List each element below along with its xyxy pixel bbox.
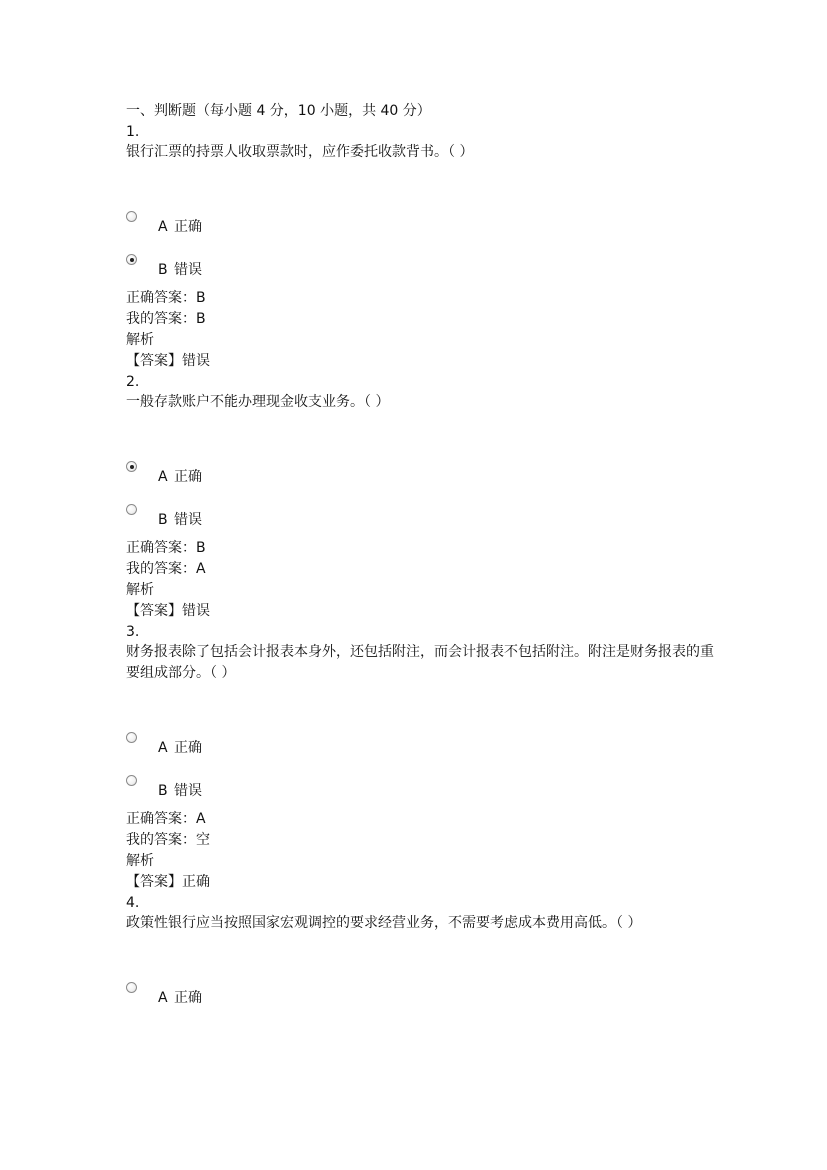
radio-button[interactable] — [126, 504, 137, 515]
question-number: 4. — [126, 895, 140, 911]
analysis-label: 解析 — [126, 582, 154, 598]
answer-note: 【答案】错误 — [126, 603, 210, 619]
question-text: 政策性银行应当按照国家宏观调控的要求经营业务，不需要考虑成本费用高低。（ ） — [126, 915, 642, 931]
answer-note: 【答案】错误 — [126, 353, 210, 369]
radio-button[interactable] — [126, 775, 137, 786]
option-label: 错误 — [174, 262, 202, 278]
correct-answer: 正确答案：B — [126, 540, 206, 556]
option-a[interactable] — [126, 466, 726, 488]
option-label: 正确 — [174, 469, 202, 485]
option-label: 正确 — [174, 990, 202, 1006]
radio-button[interactable] — [126, 211, 137, 222]
option-a[interactable] — [126, 987, 726, 1009]
option-b[interactable] — [126, 259, 726, 281]
option-letter: A — [158, 469, 168, 485]
option-b[interactable] — [126, 780, 726, 802]
question-2 — [126, 372, 726, 622]
option-letter: A — [158, 219, 168, 235]
my-answer: 我的答案：A — [126, 561, 206, 577]
answer-note: 【答案】正确 — [126, 874, 210, 890]
correct-answer: 正确答案：B — [126, 290, 206, 306]
question-1 — [126, 122, 726, 372]
analysis-label: 解析 — [126, 853, 154, 869]
option-label: 正确 — [174, 740, 202, 756]
question-text: 一般存款账户不能办理现金收支业务。（ ） — [126, 394, 390, 410]
question-4 — [126, 893, 726, 1009]
section-title: 一、判断题（每小题 4 分，10 小题，共 40 分） — [126, 103, 431, 119]
option-label: 错误 — [174, 783, 202, 799]
analysis-label: 解析 — [126, 332, 154, 348]
option-b[interactable] — [126, 509, 726, 531]
question-number: 3. — [126, 624, 140, 640]
question-3 — [126, 622, 726, 893]
question-text: 财务报表除了包括会计报表本身外，还包括附注，而会计报表不包括附注。附注是财务报表的重要组成部分。（ ） — [126, 644, 714, 681]
option-letter: A — [158, 990, 168, 1006]
option-letter: B — [158, 262, 168, 278]
correct-answer: 正确答案：A — [126, 811, 206, 827]
question-text: 银行汇票的持票人收取票款时，应作委托收款背书。（ ） — [126, 144, 474, 160]
option-label: 错误 — [174, 512, 202, 528]
option-a[interactable] — [126, 216, 726, 238]
exam-page — [126, 101, 726, 1009]
option-letter: B — [158, 512, 168, 528]
my-answer: 我的答案：空 — [126, 832, 210, 848]
my-answer: 我的答案：B — [126, 311, 206, 327]
option-a[interactable] — [126, 737, 726, 759]
option-letter: B — [158, 783, 168, 799]
radio-button[interactable] — [126, 982, 137, 993]
radio-button-checked[interactable] — [126, 254, 137, 265]
option-label: 正确 — [174, 219, 202, 235]
question-number: 2. — [126, 374, 140, 390]
option-letter: A — [158, 740, 168, 756]
question-number: 1. — [126, 124, 140, 140]
radio-button-checked[interactable] — [126, 461, 137, 472]
radio-button[interactable] — [126, 732, 137, 743]
